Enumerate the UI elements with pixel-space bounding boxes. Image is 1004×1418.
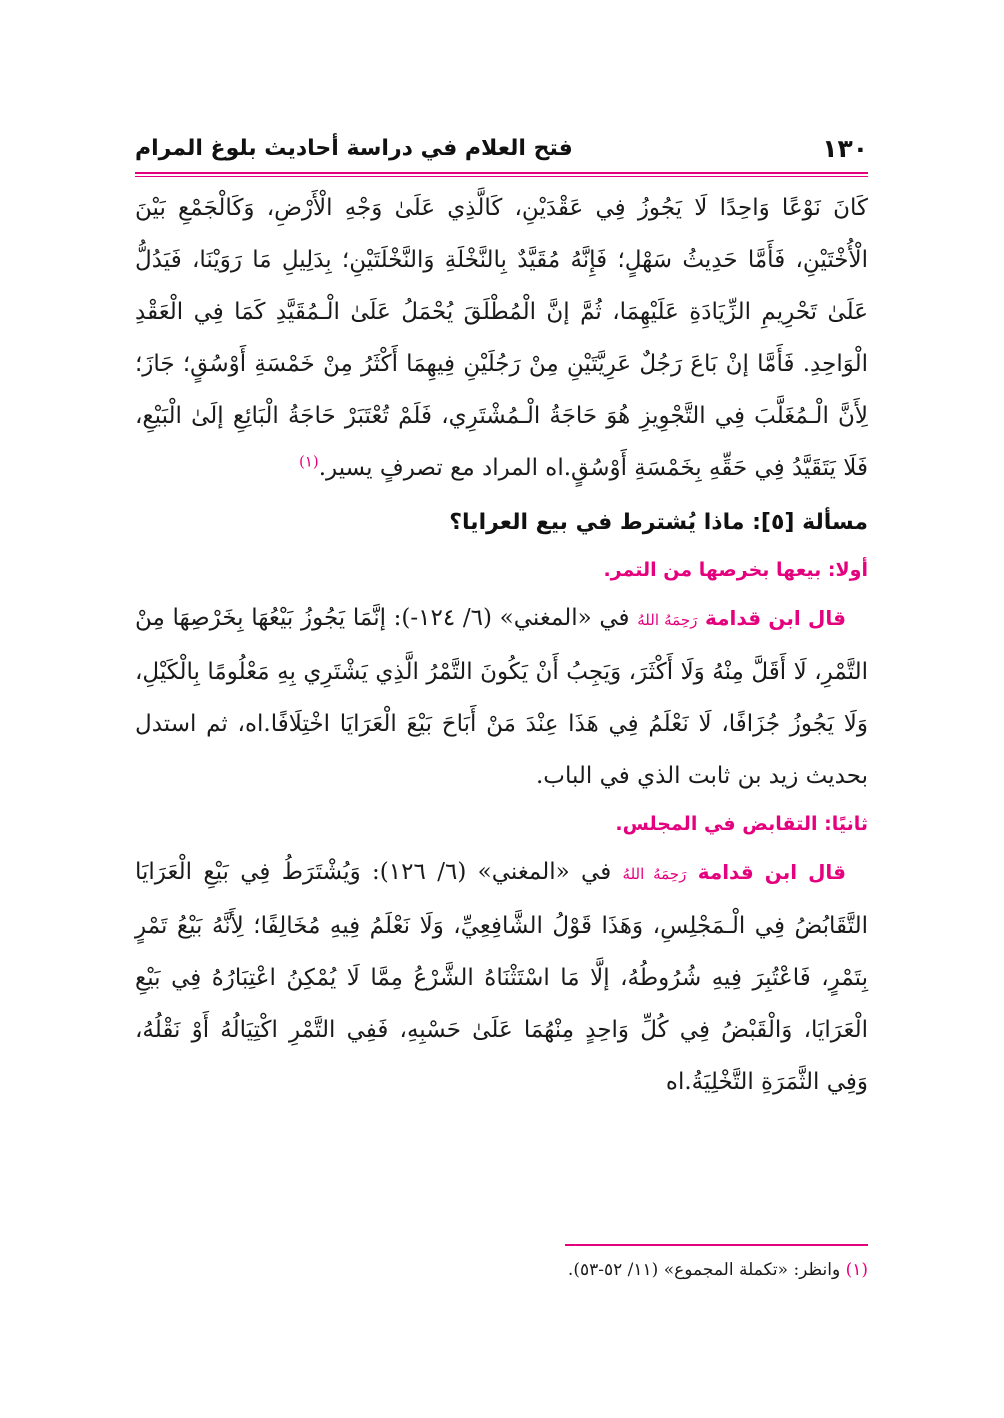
paragraph-quote-second — [135, 846, 868, 1108]
footnote — [135, 1252, 868, 1288]
subheading-first: أولا: بيعها بخرصها من التمر. — [603, 559, 868, 581]
paragraph-text: في «المغني» (٦/ ١٢٤-): إنَّمَا يَجُوزُ بَيْعُهَا بِخَرْصِهَا مِنْ التَّمْرِ، لَا أَقَلَّ مِنْهُ وَلَا أَكْثَرَ، وَيَجِبُ أَنْ يَكُونَ التَّمْرُ الَّذِي يَشْتَرِي بِهِ مَعْلُومًا بِالْكَيْلِ، وَلَا يَجُوزُ جُزَافًا، لَا نَعْلَمُ فِي هَذَا عِنْدَ مَنْ أَبَاحَ بَيْعَ الْعَرَايَا اخْتِلَافًا.اه، ثم استدل بحديث زيد بن ثابت الذي في الباب. — [135, 605, 868, 789]
header-divider-thin — [135, 176, 868, 177]
subheading-second: ثانيًا: التقابض في المجلس. — [615, 813, 868, 835]
footnote-reference: (١) — [298, 452, 319, 471]
paragraph-text: في «المغني» (٦/ ١٢٦): وَيُشْتَرَطُ فِي بَيْعِ الْعَرَايَا التَّقَابُضُ فِي الْـمَجْلِسِ، وَهَذَا قَوْلُ الشَّافِعِيِّ، وَلَا نَعْلَمُ فِيهِ مُخَالِفًا؛ لِأَنَّهُ بَيْعُ تَمْرٍ بِتَمْرٍ، فَاعْتُبِرَ فِيهِ شُرُوطُهُ، إلَّا مَا اسْتَثْنَاهُ الشَّرْعُ مِمَّا لَا يُمْكِنُ اعْتِبَارُهُ فِي بَيْعِ الْعَرَايَا، وَالْقَبْضُ فِي كُلِّ وَاحِدٍ مِنْهُمَا عَلَىٰ حَسْبِهِ، فَفِي التَّمْرِ اكْتِيَالُهُ أَوْ نَقْلُهُ، وَفِي الثَّمَرَةِ التَّخْلِيَةُ.اه — [135, 859, 868, 1095]
honorific: رَحِمَهُ اللهُ — [622, 865, 687, 883]
footnote-number: (١) — [845, 1260, 868, 1280]
author-name: قال ابن قدامة — [697, 860, 847, 884]
honorific: رَحِمَهُ اللهُ — [637, 611, 698, 629]
paragraph-quote-first — [135, 592, 868, 802]
footnote-text: وانظر: «تكملة المجموع» (١١/ ٥٢-٥٣). — [567, 1260, 846, 1280]
header-divider — [135, 172, 868, 174]
page-number: ١٣٠ — [822, 133, 868, 163]
page-body — [135, 182, 868, 1108]
book-title: فتح العلام في دراسة أحاديث بلوغ المرام — [135, 135, 573, 161]
issue-heading: مسألة [٥]: ماذا يُشترط في بيع العرايا؟ — [449, 510, 868, 535]
page-header — [135, 128, 868, 168]
paragraph-text: كَانَ نَوْعًا وَاحِدًا لَا يَجُوزُ فِي عَقْدَيْنِ، كَالَّذِي عَلَىٰ وَجْهِ الْأَرْضِ، وَكَالْجَمْعِ بَيْنَ الْأُخْتَيْنِ، فَأَمَّا حَدِيثُ سَهْلٍ؛ فَإِنَّهُ مُقَيَّدٌ بِالنَّخْلَةِ وَالنَّخْلَتَيْنِ؛ بِدَلِيلِ مَا رَوَيْنَا، فَيَدُلُّ عَلَىٰ تَحْرِيمِ الزِّيَادَةِ عَلَيْهِمَا، ثُمَّ إنَّ الْمُطْلَقَ يُحْمَلُ عَلَىٰ الْـمُقَيَّدِ كَمَا فِي الْعَقْدِ الْوَاحِدِ. فَأَمَّا إنْ بَاعَ رَجُلٌ عَرِيَّتَيْنِ مِنْ رَجُلَيْنِ فِيهِمَا أَكْثَرُ مِنْ خَمْسَةِ أَوْسُقٍ؛ جَازَ؛ لِأَنَّ الْـمُغَلَّبَ فِي التَّجْوِيزِ هُوَ حَاجَةُ الْـمُشْتَرِي، فَلَمْ تُعْتَبَرْ حَاجَةُ الْبَائِعِ إلَىٰ الْبَيْعِ، فَلَا يَتَقَيَّدُ فِي حَقِّهِ بِخَمْسَةِ أَوْسُقٍ.اه المراد مع تصرفٍ يسير. — [135, 195, 868, 481]
footnote-divider — [565, 1244, 868, 1246]
paragraph-continuation — [135, 182, 868, 494]
author-name: قال ابن قدامة — [705, 606, 847, 630]
